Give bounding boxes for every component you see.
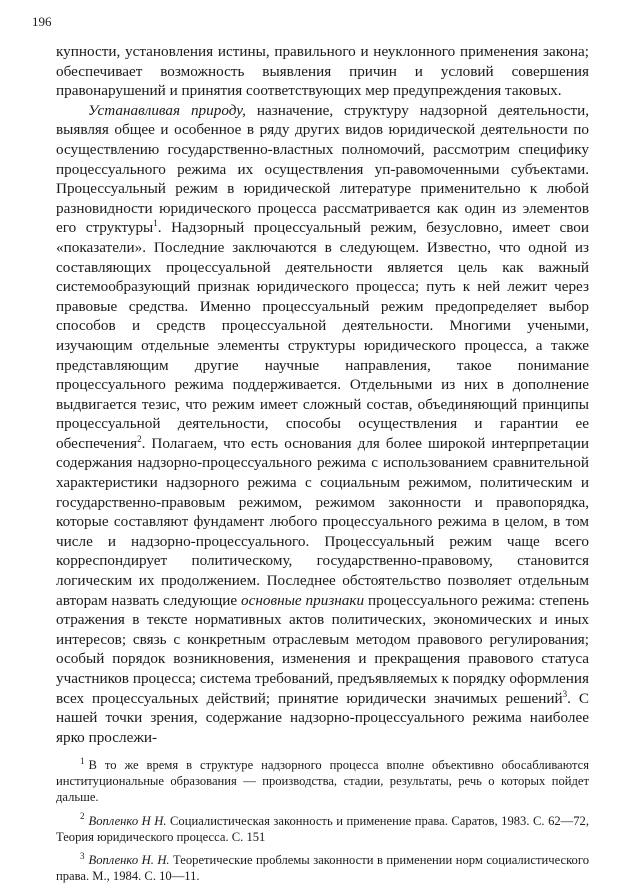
footnote-ref-3: 3 — [562, 688, 568, 699]
main-text — [56, 42, 589, 747]
paragraph-continuation: купности, установления истины, правильного и неуклонного применения закона; обеспечивает возможность выявления причин и условий совершения правонарушений и принятия соответствующих мер предупреждения таковых. — [56, 43, 589, 100]
paragraph-text: процессуального режима: степень отражения в тексте нормативных актов политических, экономических и иных интересов; связь с конкретным отраслевым методом правового регулирования; особый порядок возникновения, изменения и прекращения правового статуса участников процесса; система требований, предъявляемых к порядку оформления всех процессуальных действий; принятие юридически значимых решений — [56, 591, 589, 707]
paragraph-text: назначение, структуру надзорной деятельности, выявляя общее и особенное в ряду других видов юридической деятельности по осуществлению государственно-властных полномочий, рассмотрим специфику процессуального режима их осуществления уп-равомоченными субъектами. Процессуальный режим в юридической литературе применительно к любой разновидности юридического процесса рассматривается как один из элементов его структуры — [56, 101, 589, 237]
italic-phrase: Устанавливая природу, — [88, 101, 246, 119]
footnote-author: Вопленко Н Н. — [88, 813, 167, 828]
paragraph-text: . Полагаем, что есть основания для более широкой интерпретации содержания надзорно-процессуального режима с использованием сравнительной характеристики надзорного режима с социальным режимом, политическим и государственно-правовым режимом, режимом законности и правопорядка, которые составляют фундамент любого процессуального режима в целом, в том числе и надзорно-процессуального. Процессуальный режим чаще всего корреспондирует политическому, государственно-правовому, становится логическим их продолжением. Последнее обстоятельство позволяет отдельным авторам назвать следующие — [56, 434, 589, 609]
footnote-mark: 1 — [80, 755, 85, 766]
paragraph-text: . С нашей точки зрения, содержание надзорно-процессуального режима наиболее ярко прослежи- — [56, 689, 589, 746]
italic-phrase: основные признаки — [241, 591, 365, 609]
paragraph-text: . Надзорный процессуальный режим, безусловно, имеет свои «показатели». Последние заключаются в следующем. Известно, что одной из составляющих процессуальной деятельности является цель как важный системообразующий признак юридического процесса; путь к ней лежит через правовые средства. Именно процессуальный режим предопределяет выбор способов и средств процессуальной деятельности. Многими учеными, изучающим отдельные элементы структуры юридического процесса, а также представляющим другие научные направления, такое понимание процессуального режима поддерживается. Отдельными из них в дополнение выдвигается тезис, что режим имеет сложный состав, объединяющий принципы процессуальной деятельности, способы осуществления и гарантии ее обеспечения — [56, 219, 589, 452]
page-number: 196 — [32, 14, 52, 29]
footnote-3 — [56, 852, 589, 884]
footnote-text: Социалистическая законность и применение права. Саратов, 1983. С. 62—72, Теория юридического процесса. С. 151 — [56, 813, 589, 844]
footnote-mark: 2 — [80, 811, 85, 822]
paragraph-main — [56, 101, 589, 748]
footnote-mark: 3 — [80, 850, 85, 861]
footnote-author: Вопленко Н. Н. — [88, 853, 170, 868]
footnotes — [56, 757, 589, 891]
footnote-2 — [56, 813, 589, 845]
footnote-ref-1: 1 — [153, 218, 158, 229]
footnote-1 — [56, 757, 589, 806]
footnote-text: Теоретические проблемы законности в применении норм социалистического права. М., 1984. С. 10—11. — [56, 853, 590, 884]
footnote-text: В то же время в структуре надзорного процесса вполне объективно обосабливаются институциональные образования — производства, стадии, результаты, речь о которых пойдет дальше. — [56, 758, 589, 805]
footnote-ref-2: 2 — [137, 433, 142, 444]
